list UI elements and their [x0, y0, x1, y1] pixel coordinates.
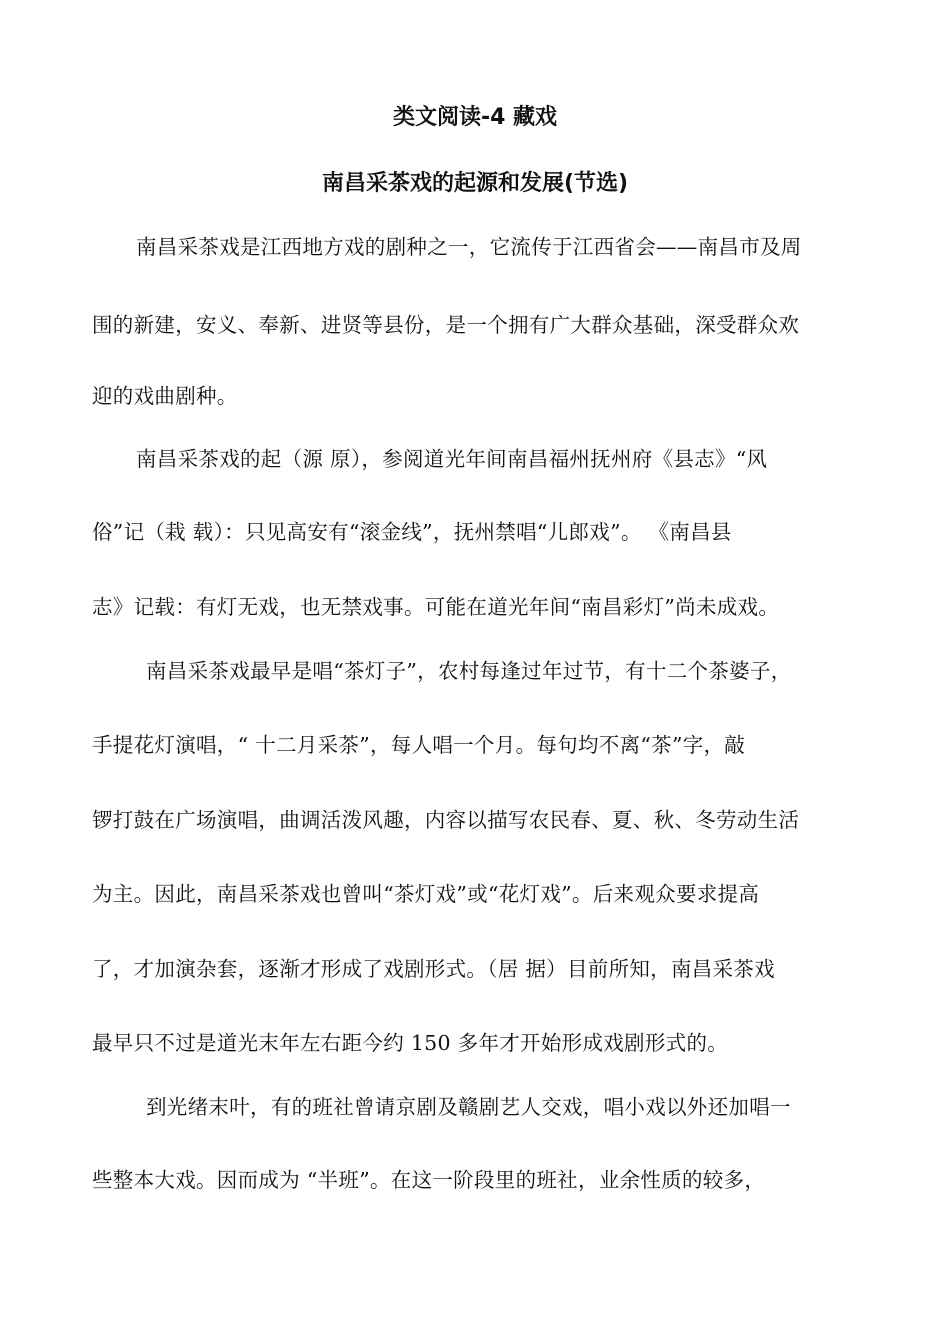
paragraph-line: 迎的戏曲剧种。 [92, 384, 238, 408]
paragraph-line: 锣打鼓在广场演唱，曲调活泼风趣，内容以描写农民春、夏、秋、冬劳动生活 [92, 808, 800, 832]
main-title: 类文阅读-4 藏戏 [392, 105, 558, 130]
paragraph-line: 围的新建，安义、奉新、进贤等县份，是一个拥有广大群众基础，深受群众欢 [92, 313, 800, 337]
paragraph-line: 了，才加演杂套，逐渐才形成了戏剧形式。（居 据）目前所知，南昌采茶戏 [92, 957, 775, 981]
paragraph-line: 南昌采茶戏最早是唱“茶灯子”，农村每逢过年过节，有十二个茶婆子， [146, 659, 792, 683]
paragraph-line: 为主。因此，南昌采茶戏也曾叫“茶灯戏”或“花灯戏”。后来观众要求提高 [92, 882, 760, 906]
paragraph-line: 手提花灯演唱，“ 十二月采茶”，每人唱一个月。每句均不离“茶”字，敲 [92, 733, 746, 757]
paragraph-line: 到光绪末叶，有的班社曾请京剧及赣剧艺人交戏，唱小戏以外还加唱一 [146, 1095, 791, 1119]
paragraph-line: 俗”记（栽 载）：只见高安有“滚金线”，抚州禁唱“儿郎戏”。 《南昌县 [92, 520, 732, 544]
paragraph-line: 志》记载：有灯无戏，也无禁戏事。可能在道光年间“南昌彩灯”尚未成戏。 [92, 595, 780, 619]
paragraph-line: 些整本大戏。因而成为 “半班”。在这一阶段里的班社，业余性质的较多， [92, 1168, 766, 1192]
paragraph-line: 最早只不过是道光末年左右距今约 150 多年才开始形成戏剧形式的。 [92, 1031, 729, 1055]
paragraph-line: 南昌采茶戏的起（源 原），参阅道光年间南昌福州抚州府《县志》“风 [136, 447, 768, 471]
paragraph-line: 南昌采茶戏是江西地方戏的剧种之一，它流传于江西省会——南昌市及周 [136, 235, 802, 259]
article-title: 南昌采茶戏的起源和发展(节选) [321, 171, 629, 196]
